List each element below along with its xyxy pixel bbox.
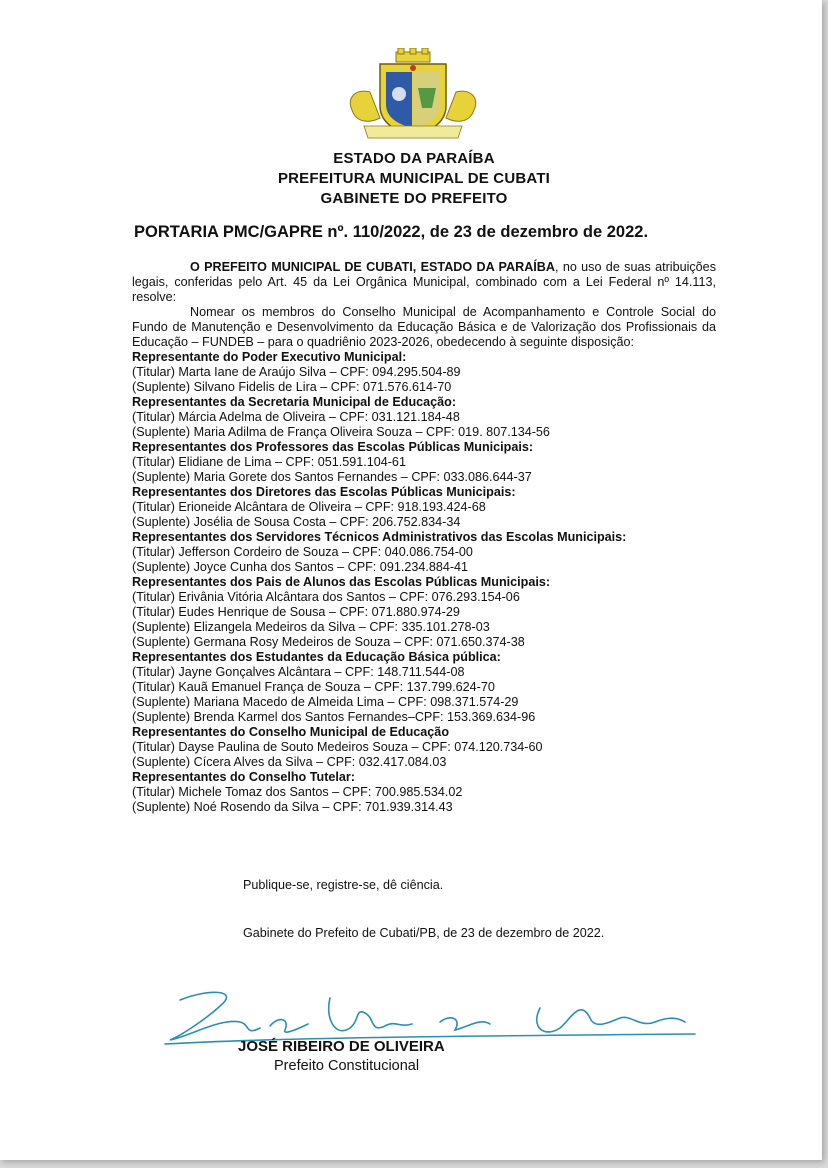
member-line: (Titular) Jefferson Cordeiro de Souza – CPF: 040.086.754-00 xyxy=(132,545,473,559)
member-line: (Suplente) Mariana Macedo de Almeida Lima – CPF: 098.371.574-29 xyxy=(132,695,519,709)
member-line: (Titular) Kauã Emanuel França de Souza – CPF: 137.799.624-70 xyxy=(132,680,495,694)
member-line: (Suplente) Maria Gorete dos Santos Fernandes – CPF: 033.086.644-37 xyxy=(132,470,532,484)
member-line: (Titular) Dayse Paulina de Souto Medeiros Souza – CPF: 074.120.734-60 xyxy=(132,740,543,754)
group-title: Representantes da Secretaria Municipal de Educação: xyxy=(132,395,457,409)
member-line: (Suplente) Elizangela Medeiros da Silva – CPF: 335.101.278-03 xyxy=(132,620,490,634)
municipal-crest-icon xyxy=(346,48,480,140)
document-body xyxy=(132,260,716,815)
group-title: Representantes dos Servidores Técnicos Administrativos das Escolas Municipais: xyxy=(132,530,627,544)
member-line: (Suplente) Silvano Fidelis de Lira – CPF: 071.576.614-70 xyxy=(132,380,452,394)
group-title: Representantes dos Estudantes da Educação Básica pública: xyxy=(132,650,501,664)
member-line: (Suplente) Maria Adilma de França Oliveira Souza – CPF: 019. 807.134-56 xyxy=(132,425,550,439)
member-line: (Titular) Jayne Gonçalves Alcântara – CPF: 148.711.544-08 xyxy=(132,665,465,679)
group-title: Representantes dos Professores das Escolas Públicas Municipais: xyxy=(132,440,534,454)
member-line: (Titular) Michele Tomaz dos Santos – CPF: 700.985.534.02 xyxy=(132,785,463,799)
group-title: Representante do Poder Executivo Municipal: xyxy=(132,350,407,364)
member-line: (Suplente) Cícera Alves da Silva – CPF: 032.417.084.03 xyxy=(132,755,447,769)
member-line: (Titular) Erioneide Alcântara de Oliveira – CPF: 918.193.424-68 xyxy=(132,500,486,514)
signatory-role: Prefeito Constitucional xyxy=(274,1058,420,1074)
member-line: (Suplente) Josélia de Sousa Costa – CPF: 206.752.834-34 xyxy=(132,515,461,529)
group-title: Representantes do Conselho Municipal de Educação xyxy=(132,725,450,739)
member-line: (Titular) Márcia Adelma de Oliveira – CPF: 031.121.184-48 xyxy=(132,410,460,424)
closing-line: Publique-se, registre-se, dê ciência. xyxy=(243,878,444,892)
member-line: (Suplente) Germana Rosy Medeiros de Souza – CPF: 071.650.374-38 xyxy=(132,635,525,649)
intro-caps: O PREFEITO MUNICIPAL DE CUBATI, ESTADO DA PARAÍBA xyxy=(190,260,555,274)
member-line: (Suplente) Noé Rosendo da Silva – CPF: 701.939.314.43 xyxy=(132,800,453,814)
member-line: (Titular) Eudes Henrique de Sousa – CPF: 071.880.974-29 xyxy=(132,605,460,619)
place-date: Gabinete do Prefeito de Cubati/PB, de 23 de dezembro de 2022. xyxy=(243,926,605,940)
intro-rest: , no uso de suas atribuições legais, conferidas pelo Art. 45 da Lei Orgânica Municipal, combinado com a Lei Federal nº 14.113, resolve: xyxy=(132,260,716,304)
member-line: (Titular) Erivânia Vitória Alcântara dos Santos – CPF: 076.293.154-06 xyxy=(132,590,520,604)
header-cabinet: GABINETE DO PREFEITO xyxy=(320,190,508,207)
member-line: (Titular) Marta Iane de Araújo Silva – CPF: 094.295.504-89 xyxy=(132,365,461,379)
member-line: (Suplente) Brenda Karmel dos Santos Fernandes–CPF: 153.369.634-96 xyxy=(132,710,536,724)
header-state: ESTADO DA PARAÍBA xyxy=(333,150,495,167)
signatory-name: JOSÉ RIBEIRO DE OLIVEIRA xyxy=(238,1038,445,1055)
member-line: (Suplente) Joyce Cunha dos Santos – CPF: 091.234.884-41 xyxy=(132,560,469,574)
group-title: Representantes dos Pais de Alunos das Escolas Públicas Municipais: xyxy=(132,575,551,589)
member-line: (Titular) Elidiane de Lima – CPF: 051.591.104-61 xyxy=(132,455,406,469)
header-prefecture: PREFEITURA MUNICIPAL DE CUBATI xyxy=(277,170,551,187)
group-title: Representantes do Conselho Tutelar: xyxy=(132,770,355,784)
intro-paragraph xyxy=(132,260,716,305)
document-title: PORTARIA PMC/GAPRE nº. 110/2022, de 23 de dezembro de 2022. xyxy=(134,223,649,241)
group-title: Representantes dos Diretores das Escolas Públicas Municipais: xyxy=(132,485,516,499)
resolution-paragraph: Nomear os membros do Conselho Municipal de Acompanhamento e Controle Social do Fundo de Manutenção e Desenvolvimento da Educação Básica e de Valorização dos Profissionais da Educação – FUNDEB – para o quadriênio 2023-2026, obedecendo à seguinte disposição: xyxy=(132,305,716,349)
